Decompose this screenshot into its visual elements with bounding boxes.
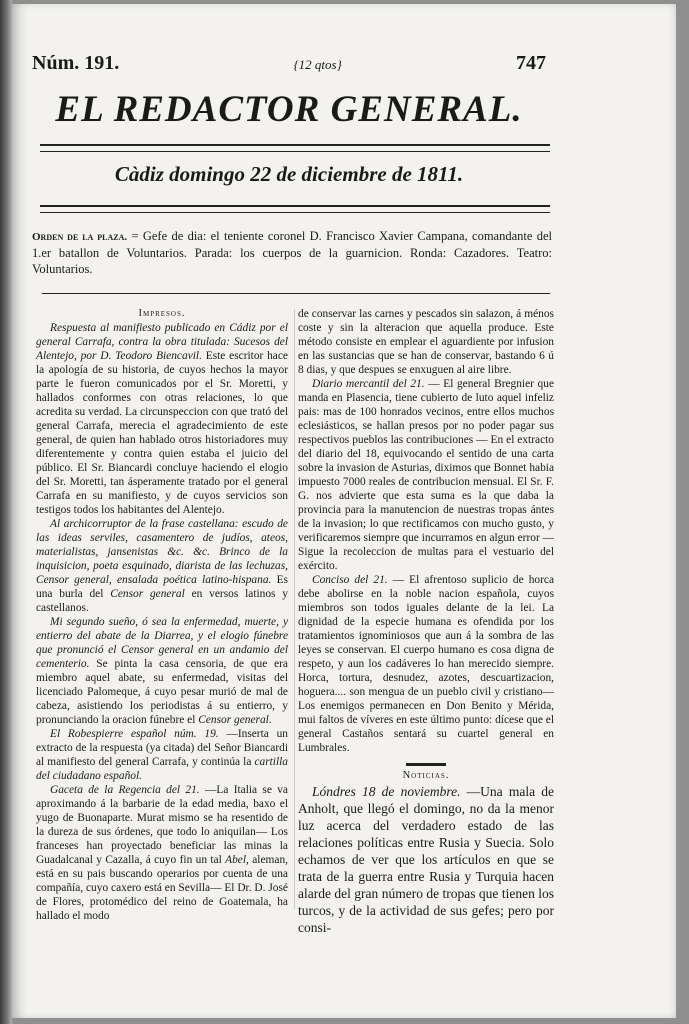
orden-label: Orden de la plaza. (32, 231, 128, 243)
masthead-rule-bottom (40, 205, 550, 213)
dateline: Càdiz domingo 22 de diciembre de 1811. (114, 162, 464, 186)
article-segundo-sueno: Mi segundo sueño, ó sea la enfermedad, muerte, y entierro del abate de la Diarrea, y el elogio fúnebre que pronunció el Censor general en un andamio del cementerio. Se pinta la casa censoria, de que era miembro aquel abate, su enfermedad, visitas del licenciado Palomeque, á cuyo pesar murió de mal de cabeza, asistiendo los periodistas á su entierro, y pronunciando la oracion fúnebre el Censor general. (36, 616, 288, 726)
noticias-rule (406, 763, 446, 766)
page-number: 747 (516, 52, 546, 74)
issue-number: Núm. 191. (32, 52, 120, 74)
pages-note: {12 qtos} (293, 57, 342, 72)
article-londres: Lóndres 18 de noviembre. —Una mala de Anholt, que llegó el domingo, no da la menor luz acerca del verdadero estado de las relaciones políticas entre Rusia y Suecia. Solo echamos de ver que los artículos en que se trata de la guerra entre Rusia y Turquia hacen alarde del gran número de tropas que tienen los turcos, y de la actividad de sus gefes; pero por consi- (298, 784, 555, 935)
article-robespierre: El Robespierre español núm. 19. —Inserta un extracto de la respuesta (ya citada) del Señor Biancardi al manifiesto del general Carrafa, y continúa la cartilla del ciudadano español. (36, 728, 288, 782)
article-gaceta-continued: de conservar las carnes y pescados sin salazon, á ménos coste y sin la alteracion que aquella produce. Este método consiste en emplear el aguardiente por infusion en las sustancias que se han de conservar, bastando 6 ú 8 dias, y que despues se enxuguen al aire libre. (298, 308, 554, 376)
right-column (298, 307, 554, 936)
newspaper-page (12, 4, 676, 1018)
issue-header (32, 52, 546, 75)
article-respuesta: Respuesta al manifiesto publicado en Cádiz por el general Carrafa, contra la obra titulada: Sucesos del Alentejo, por D. Teodoro Biencavil. Este escritor hace la apología de su historia, de cuyos hechos la mayor parte le fueron comunicados por el Sr. Moretti, y hallados conformes con otras relaciones, lo que acredita su verdad. La circunspeccion con que trató del general Carrafa, merecia el agradecimiento de este general, de quien han hablado otros historiadores muy diferentemente y contra quien estaba el juicio del público. El Sr. Biancardi concluye haciendo el elogio del Sr. Moretti, tan ásperamente tratado por el general Carrafa en su manifiesto, y de cuyos servicios son testigos todos los habitantes del Alentejo. (36, 322, 288, 516)
column-divider (294, 309, 295, 909)
masthead-title: EL REDACTOR GENERAL. (55, 89, 523, 130)
masthead-rule-top (40, 144, 550, 152)
article-gaceta: Gaceta de la Regencia del 21. —La Italia se va aproximando á la barbarie de la edad media, baxo el yugo de Buonaparte. Murat mismo se ha resentido de la dureza de sus órdenes, que todo lo aniquilan— Los franceses han proyectado beneficiar las minas la Guadalcanal y Cazalla, á cuyo fin un tal Abel, aleman, está en su pais buscando operarios por cuenta de una compañía, cuyo caxero está en Sevilla— El Dr. D. José de Flores, protomédico del reino de Goatemala, ha hallado el modo (36, 784, 288, 922)
book-spine-edge (0, 0, 12, 1024)
impresos-heading: Impresos. (138, 308, 186, 319)
orden-text: = Gefe de dia: el teniente coronel D. Francisco Xavier Campana, comandante del 1.er batallon de Voluntarios. Parada: los cuerpos de la guarnicion. Ronda: Cazadores. Teatro: Voluntarios. (32, 229, 552, 276)
left-column (36, 307, 288, 923)
orden-de-la-plaza (32, 228, 552, 277)
section-rule (42, 293, 550, 294)
noticias-heading: Noticias. (402, 770, 450, 781)
article-diario-mercantil: Diario mercantil del 21. — El general Bregnier que manda en Plasencia, tiene cubierto de luto aquel infeliz pais: mas de 100 honrados vecinos, entre ellos muchos eclesiásticos, se hallan presos por no poder pagar sus respectivos pueblos las contribuciones — En el extracto del diario del 18, equivocando el sentido de una carta sobre la invasion de Asturias, diximos que Bonnet habia impuesto 7000 reales de contribucion mensual. El Sr. F. G. nos advierte que esta suma es la que daba la provincia para la manutencion de nuestras tropas ántes de la invasion; lo que rectificamos con mucho gusto, y verificaremos siempre que incurramos en algun error — Sigue la recoleccion de multas para el vestuario del exército. (298, 378, 555, 572)
article-conciso: Conciso del 21. — El afrentoso suplicio de horca debe abolirse en la noble nacion española, cuyos miembros son todos iguales delante de la lei. La dignidad de la especie humana es ofendida por los tratamientos ignominiosos que aun á la sombra de las leyes se conservan. El cuerpo humano es cosa digna de respeto, y aun los cadáveres lo han merecido siempre. Horca, tortura, desnudez, azotes, descuartizacion, hoguera.... son mengua de un pueblo civil y cristiano— Los enemigos permanecen en Don Benito y Mérida, mui faltos de víveres en este último punto: dícese que el general Castaños sentará su cuartel general en Lumbrales. (298, 574, 554, 754)
article-archicorruptor: Al archicorruptor de la frase castellana: escudo de las ideas serviles, casamentero de judíos, ateos, materialistas, jansenistas &c. &c. Brinco de la inquisicion, poeta esquinado, diarista de las lechuzas, Censor general, ensalada poética latino-hispana. Es una burla del Censor general en versos latinos y castellanos. (36, 518, 288, 614)
